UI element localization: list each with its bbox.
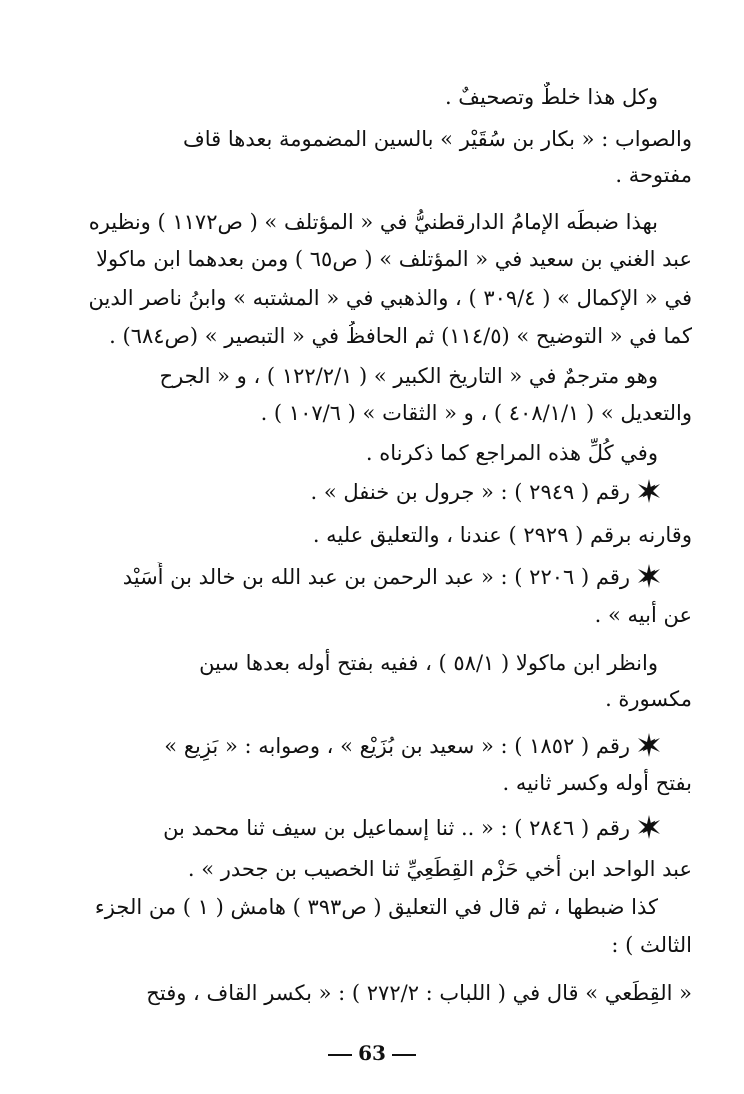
asterisk-star-icon — [636, 478, 662, 504]
text-line-3: مفتوحة . — [615, 163, 692, 187]
entry-1852 — [88, 731, 662, 761]
entry-2949 — [310, 477, 662, 507]
text-line-2: والصواب : « بكار بن سُقَيْر » بالسين المضمومة بعدها قاف — [183, 127, 692, 151]
text-line-9: والتعديل » ( ٤٠٨/١/١ ) ، و « الثقات » ( ١٠٧/٦ ) . — [260, 401, 692, 425]
text-line-10: وفي كُلِّ هذه المراجع كما ذكرناه . — [365, 441, 658, 465]
entry-2206 — [88, 562, 662, 592]
page-number: 63 — [358, 1041, 386, 1065]
asterisk-star-icon — [636, 732, 662, 758]
entry-2206-text: رقم ( ٢٢٠٦ ) : « عبد الرحمن بن عبد الله بن خالد بن أُسَيْد — [122, 565, 630, 589]
text-line-21: كذا ضبطها ، ثم قال في التعليق ( ص٣٩٣ ) هامش ( ١ ) من الجزء — [94, 895, 658, 919]
text-line-4: بهذا ضبطَه الإمامُ الدارقطنيُّ في « المؤتلف » ( ص١١٧٢ ) ونظيره — [88, 210, 658, 234]
text-line-5: عبد الغني بن سعيد في « المؤتلف » ( ص٦٥ ) ومن بعدهما ابن ماكولا — [96, 247, 692, 271]
text-line-8: وهو مترجمٌ في « التاريخ الكبير » ( ١٢٢/٢/١ ) ، و « الجرح — [159, 364, 658, 388]
entry-2846 — [88, 813, 662, 843]
text-line-7: كما في « التوضيح » (١١٤/٥) ثم الحافظُ في « التبصير » (ص٦٨٤) . — [109, 324, 692, 348]
text-line-14: عن أبيه » . — [594, 603, 692, 627]
text-line-16: مكسورة . — [605, 687, 692, 711]
text-line-6: في « الإكمال » ( ٣٠٩/٤ ) ، والذهبي في « المشتبه » وابنُ ناصر الدين — [88, 286, 692, 310]
text-line-23: « القِطَعي » قال في ( اللباب : ٢٧٢/٢ ) : « بكسر القاف ، وفتح — [146, 981, 692, 1005]
dash-right — [392, 1054, 416, 1056]
text-line-12: وقارنه برقم ( ٢٩٢٩ ) عندنا ، والتعليق عليه . — [312, 523, 692, 547]
asterisk-star-icon — [636, 563, 662, 589]
entry-2846-text: رقم ( ٢٨٤٦ ) : « .. ثنا إسماعيل بن سيف ثنا محمد بن — [163, 816, 630, 840]
text-line-20: عبد الواحد ابن أخي حَزْم القِطَعِيِّ ثنا الخصيب بن جحدر » . — [187, 857, 692, 881]
dash-left — [328, 1054, 352, 1056]
asterisk-star-icon — [636, 814, 662, 840]
text-line-18: بفتح أوله وكسر ثانيه . — [502, 771, 692, 795]
entry-2949-text: رقم ( ٢٩٤٩ ) : « جرول بن خنفل » . — [310, 480, 630, 504]
page-footer — [0, 1040, 744, 1066]
text-line-1: وكل هذا خلطٌ وتصحيفٌ . — [444, 85, 658, 109]
text-line-15: وانظر ابن ماكولا ( ٥٨/١ ) ، ففيه بفتح أوله بعدها سين — [199, 651, 658, 675]
entry-1852-text: رقم ( ١٨٥٢ ) : « سعيد بن بُزَيْع » ، وصوابه : « بَزِيع » — [164, 734, 630, 758]
text-line-22: الثالث ) : — [611, 933, 692, 957]
